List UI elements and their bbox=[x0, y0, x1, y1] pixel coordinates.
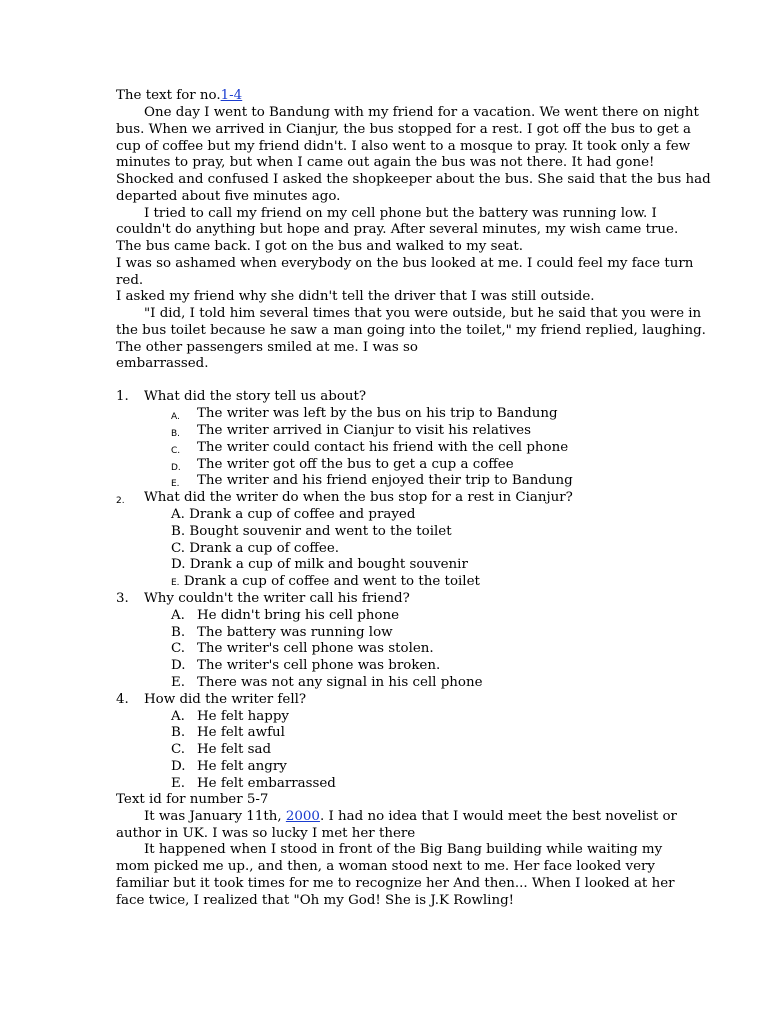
option-text-last bbox=[171, 574, 480, 591]
option-text: He felt sad bbox=[197, 742, 272, 757]
option-text: The battery was running low bbox=[197, 625, 393, 640]
option-text: D. Drank a cup of milk and bought souvenir bbox=[171, 557, 468, 572]
paragraph-line: mom picked me up., and then, a woman stood next to me. Her face looked very bbox=[116, 859, 655, 874]
paragraph-line: Shocked and confused I asked the shopkeeper about the bus. She said that the bus had bbox=[116, 172, 711, 187]
option-letter: B. bbox=[171, 429, 181, 439]
option-letter: A. bbox=[171, 608, 185, 623]
option-text: C. Drank a cup of coffee. bbox=[171, 541, 340, 556]
question-number: 2. bbox=[116, 496, 125, 506]
text2-heading: Text id for number 5-7 bbox=[116, 792, 269, 807]
option-text: He felt awful bbox=[197, 725, 285, 740]
line-text: . I had no idea that I would meet the best novelist or bbox=[319, 809, 677, 824]
paragraph-line: The other passengers smiled at me. I was so bbox=[116, 340, 418, 355]
intro-label: The text for no. bbox=[116, 88, 221, 103]
option-letter: B. bbox=[171, 725, 186, 740]
option-letter: B. bbox=[171, 625, 186, 640]
option-letter: D. bbox=[171, 759, 186, 774]
option-text: A. Drank a cup of coffee and prayed bbox=[171, 507, 416, 522]
option-text: The writer's cell phone was broken. bbox=[197, 658, 441, 673]
option-text: The writer's cell phone was stolen. bbox=[197, 641, 434, 656]
option-letter: C. bbox=[171, 742, 186, 757]
paragraph-line: The bus came back. I got on the bus and walked to my seat. bbox=[116, 239, 524, 254]
paragraph-line: face twice, I realized that "Oh my God! She is J.K Rowling! bbox=[116, 893, 515, 908]
paragraph-line: the bus toilet because he saw a man going into the toilet," my friend replied, laughing. bbox=[116, 323, 706, 338]
option-text: The writer arrived in Cianjur to visit his relatives bbox=[197, 423, 531, 438]
paragraph-line: I was so ashamed when everybody on the bus looked at me. I could feel my face turn bbox=[116, 256, 694, 271]
option-text: The writer and his friend enjoyed their trip to Bandung bbox=[197, 473, 573, 488]
option-letter: C. bbox=[171, 446, 181, 456]
paragraph-line: bus. When we arrived in Cianjur, the bus stopped for a rest. I got off the bus to get a bbox=[116, 122, 692, 137]
option-letter: E. bbox=[171, 776, 186, 791]
option-letter: E. bbox=[171, 675, 186, 690]
option-text: He felt embarrassed bbox=[197, 776, 336, 791]
paragraph-line: I tried to call my friend on my cell phone but the battery was running low. I bbox=[144, 206, 657, 221]
paragraph-line: I asked my friend why she didn't tell the driver that I was still outside. bbox=[116, 289, 595, 304]
option-text: There was not any signal in his cell phone bbox=[197, 675, 483, 690]
option-letter: C. bbox=[171, 641, 186, 656]
question-text: Why couldn't the writer call his friend? bbox=[144, 591, 410, 606]
option-text: He felt angry bbox=[197, 759, 287, 774]
question-text: How did the writer fell? bbox=[144, 692, 307, 707]
paragraph-line: It happened when I stood in front of the Big Bang building while waiting my bbox=[144, 842, 663, 857]
option-letter: E. bbox=[171, 479, 180, 489]
option-letter: A. bbox=[171, 709, 185, 724]
option-text: The writer could contact his friend with the cell phone bbox=[197, 440, 569, 455]
paragraph-line bbox=[144, 809, 677, 825]
intro-link[interactable]: 1-4 bbox=[220, 88, 243, 103]
option-letter: D. bbox=[171, 658, 186, 673]
option-text: Drank a cup of coffee and went to the toilet bbox=[183, 574, 480, 589]
question-text: What did the story tell us about? bbox=[144, 389, 367, 404]
option-text: The writer got off the bus to get a cup a coffee bbox=[197, 457, 514, 472]
option-letter: A. bbox=[171, 412, 180, 422]
paragraph-line: embarrassed. bbox=[116, 356, 209, 371]
paragraph-line: author in UK. I was so lucky I met her there bbox=[116, 826, 416, 841]
paragraph-line: couldn't do anything but hope and pray. After several minutes, my wish came true. bbox=[116, 222, 679, 237]
option-text: He felt happy bbox=[197, 709, 289, 724]
question-number: 4. bbox=[116, 692, 129, 707]
paragraph-line: red. bbox=[116, 273, 144, 288]
year-link[interactable]: 2000 bbox=[285, 809, 320, 824]
option-text: B. Bought souvenir and went to the toilet bbox=[171, 524, 452, 539]
paragraph-line: "I did, I told him several times that you were outside, but he said that you were in bbox=[144, 306, 702, 321]
paragraph-line: One day I went to Bandung with my friend for a vacation. We went there on night bbox=[144, 105, 699, 120]
paragraph-line: minutes to pray, but when I came out again the bus was not there. It had gone! bbox=[116, 155, 655, 170]
text1-intro bbox=[116, 88, 242, 104]
paragraph-line: familiar but it took times for me to recognize her And then... When I looked at her bbox=[116, 876, 675, 891]
paragraph-line: cup of coffee but my friend didn't. I also went to a mosque to pray. It took only a few bbox=[116, 139, 691, 154]
option-letter: E. bbox=[171, 578, 180, 588]
paragraph-line: departed about five minutes ago. bbox=[116, 189, 341, 204]
question-number: 1. bbox=[116, 389, 129, 404]
question-text: What did the writer do when the bus stop for a rest in Cianjur? bbox=[144, 490, 573, 505]
option-letter: D. bbox=[171, 463, 181, 473]
line-text: It was January 11th, bbox=[144, 809, 286, 824]
option-text: The writer was left by the bus on his trip to Bandung bbox=[197, 406, 558, 421]
question-number: 3. bbox=[116, 591, 129, 606]
option-text: He didn't bring his cell phone bbox=[197, 608, 400, 623]
